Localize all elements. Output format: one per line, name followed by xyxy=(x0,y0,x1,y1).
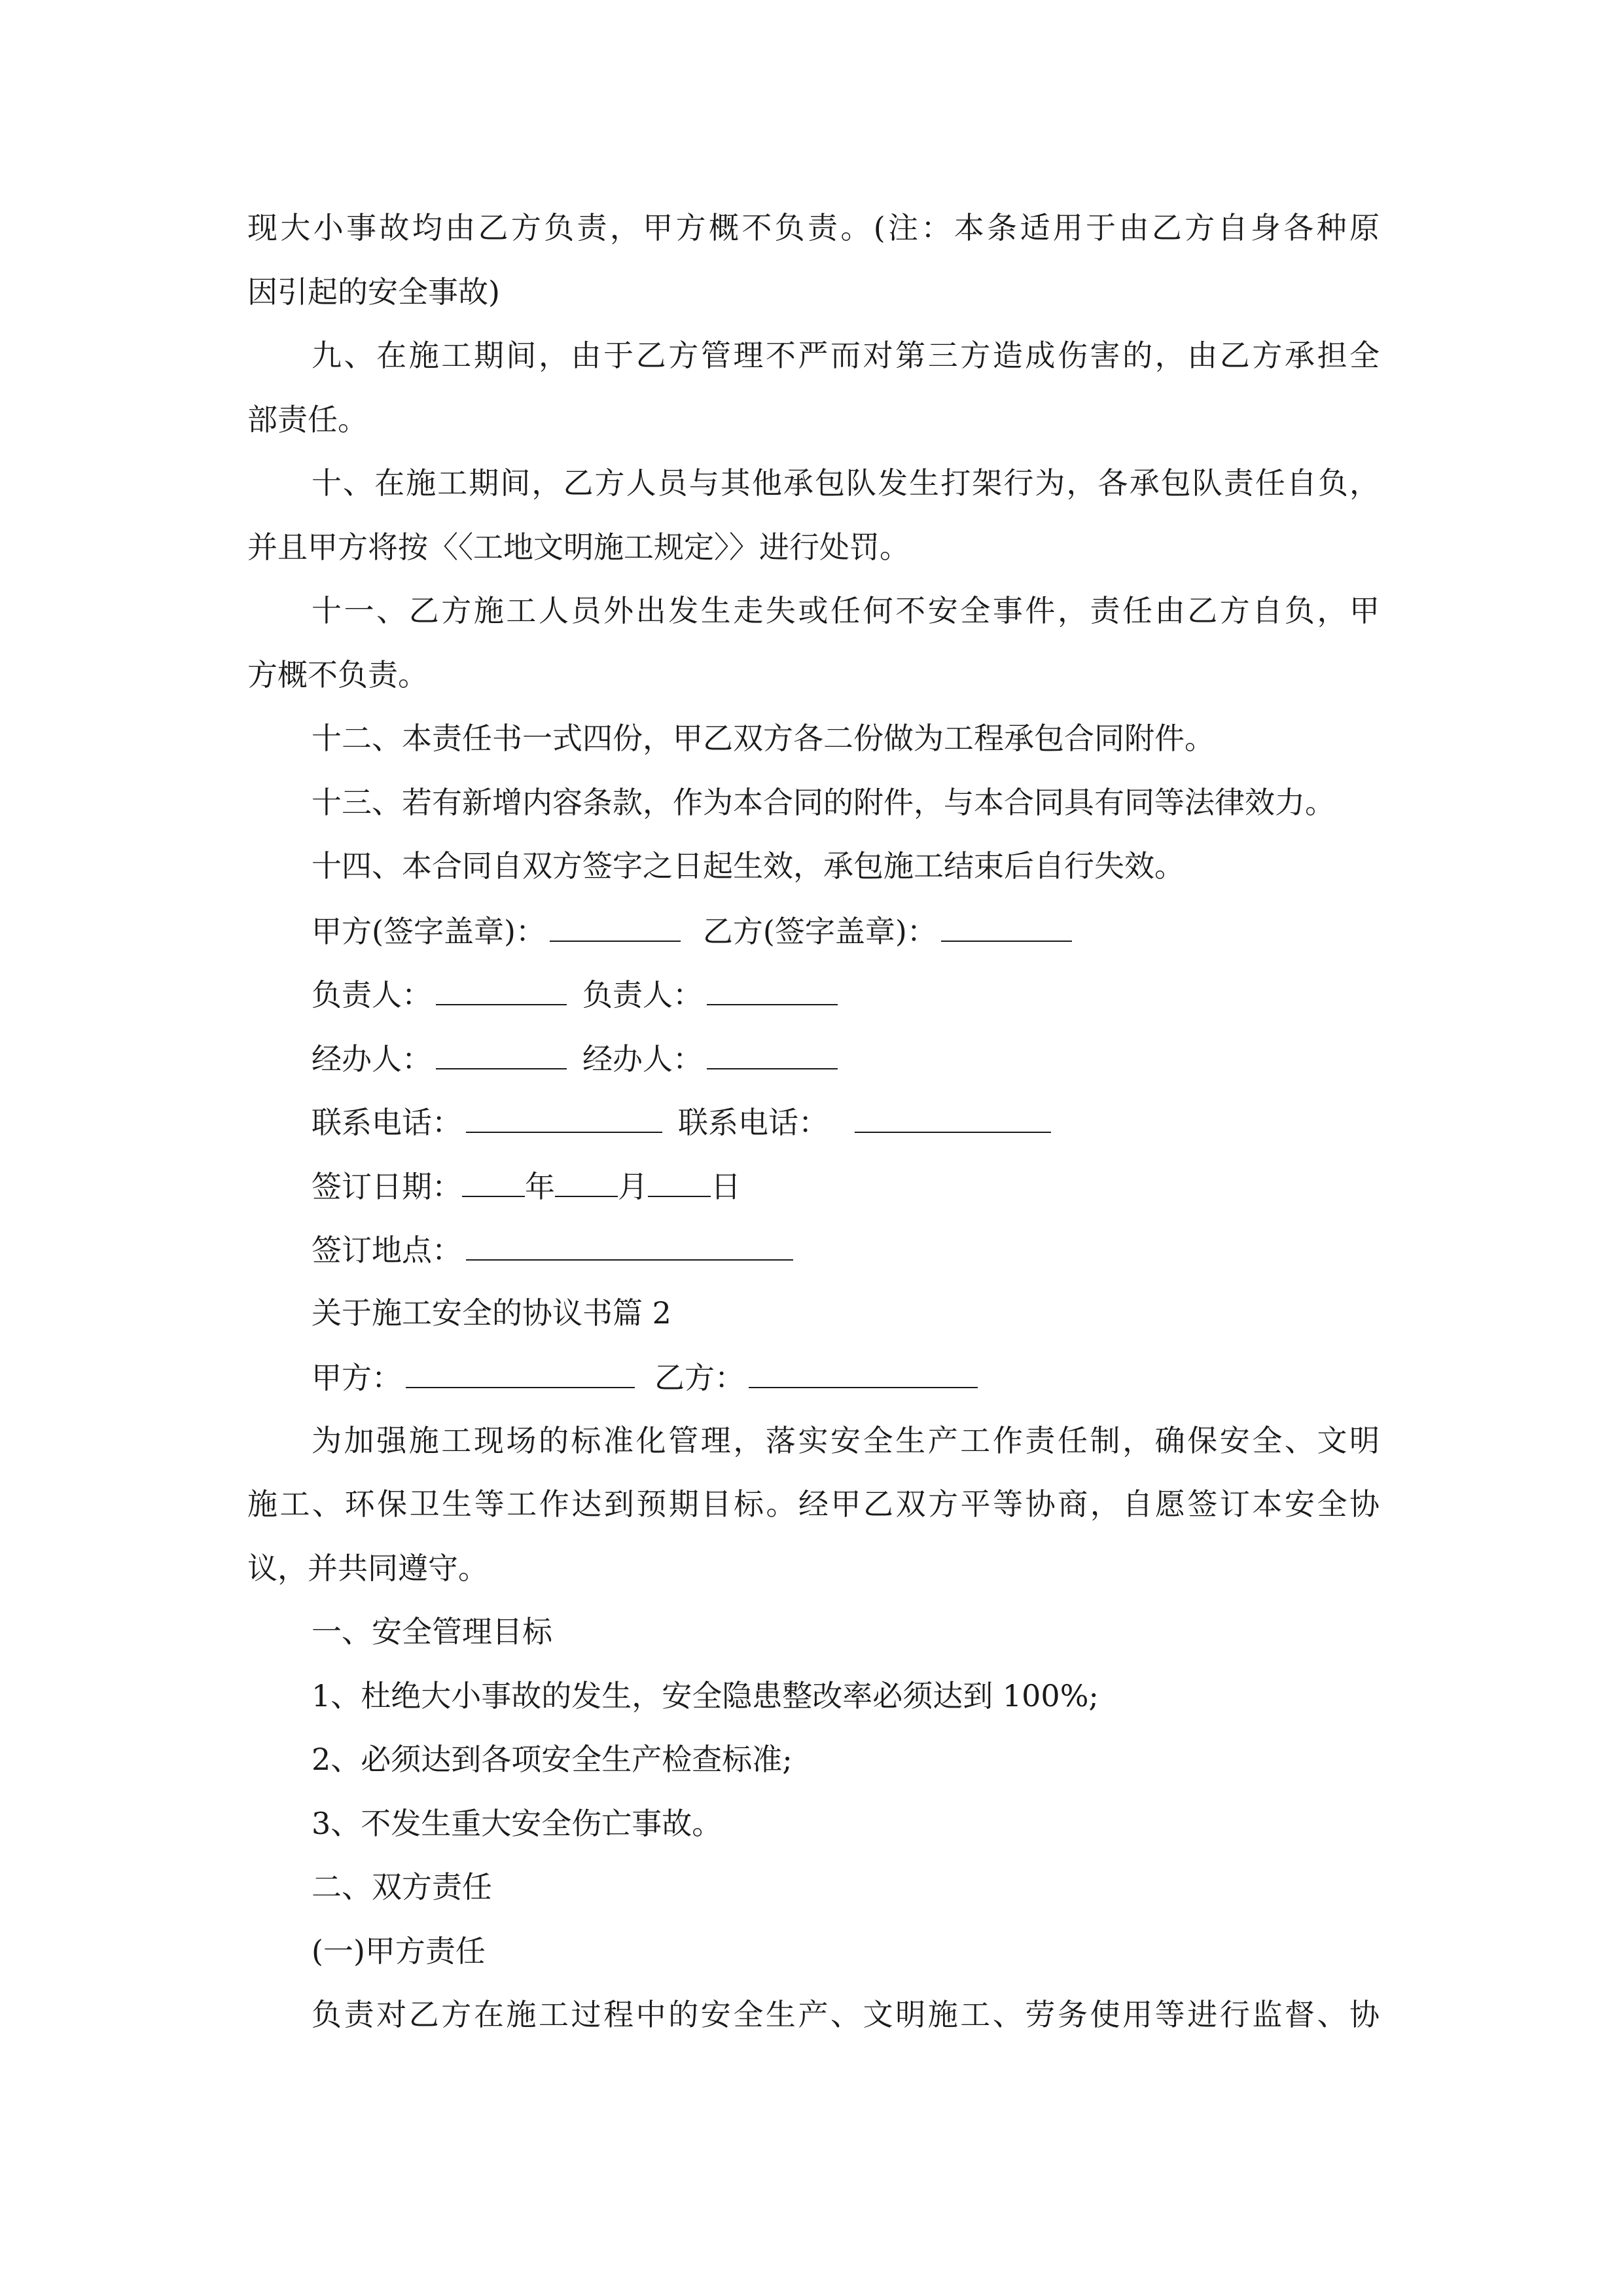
goal-item: 1、杜绝大小事故的发生，安全隐患整改率必须达到 100%; xyxy=(312,1678,1099,1713)
person-in-charge-b-label: 负责人： xyxy=(582,977,703,1013)
subheading-party-a-responsibility: (一)甲方责任 xyxy=(312,1933,486,1969)
clause-eleven: 十一、乙方施工人员外出发生走失或任何不安全事件，责任由乙方自负，甲 xyxy=(312,593,1380,628)
date-label: 签订日期： xyxy=(312,1169,462,1204)
paragraph-line: 方概不负责。 xyxy=(247,657,428,692)
phone-a-label: 联系电话： xyxy=(312,1105,462,1140)
intro-paragraph-line: 议，并共同遵守。 xyxy=(247,1551,488,1586)
clause-fourteen: 十四、本合同自双方签字之日起生效，承包施工结束后自行失效。 xyxy=(312,848,1185,884)
section-title: 关于施工安全的协议书篇 2 xyxy=(312,1295,671,1331)
heading-safety-goals: 一、安全管理目标 xyxy=(312,1614,552,1649)
phone-b-blank xyxy=(855,1102,1051,1133)
paragraph-line: 因引起的安全事故) xyxy=(247,274,500,310)
goal-item: 3、不发生重大安全伤亡事故。 xyxy=(312,1806,722,1841)
signature-row-place xyxy=(312,1229,1444,1270)
month-label: 月 xyxy=(618,1169,648,1204)
paragraph-line: 现大小事故均由乙方负责，甲方概不负责。(注：本条适用于由乙方自身各种原 xyxy=(247,210,1380,245)
section2-party-b-blank xyxy=(749,1357,978,1388)
place-blank xyxy=(466,1229,793,1261)
day-blank xyxy=(648,1166,711,1197)
clause-twelve: 十二、本责任书一式四份，甲乙双方各二份做为工程承包合同附件。 xyxy=(312,721,1215,756)
signature-row-phone xyxy=(312,1102,1444,1142)
person-in-charge-b-blank xyxy=(707,974,838,1005)
section2-party-b-label: 乙方： xyxy=(654,1360,745,1395)
handler-b-blank xyxy=(707,1038,838,1069)
clause-nine: 九、在施工期间，由于乙方管理不严而对第三方造成伤害的，由乙方承担全 xyxy=(312,338,1380,373)
handler-a-label: 经办人： xyxy=(312,1041,432,1077)
person-in-charge-a-blank xyxy=(436,974,567,1005)
person-in-charge-a-label: 负责人： xyxy=(312,977,432,1013)
clause-ten: 十、在施工期间，乙方人员与其他承包队发生打架行为，各承包队责任自负， xyxy=(312,465,1380,501)
phone-b-label: 联系电话： xyxy=(678,1105,829,1140)
phone-a-blank xyxy=(466,1102,662,1133)
paragraph-line: 并且甲方将按〈〈工地文明施工规定〉〉进行处罚。 xyxy=(247,529,910,565)
clause-thirteen: 十三、若有新增内容条款，作为本合同的附件，与本合同具有同等法律效力。 xyxy=(312,785,1335,820)
paragraph-line: 部责任。 xyxy=(247,402,368,437)
party-a-sign-label: 甲方(签字盖章)： xyxy=(312,914,546,949)
party-a-sign-blank xyxy=(550,910,681,942)
signature-row-date xyxy=(312,1166,1444,1206)
section2-party-a-blank xyxy=(406,1357,635,1388)
section2-party-a-label: 甲方： xyxy=(312,1360,402,1395)
day-label: 日 xyxy=(711,1169,741,1204)
place-label: 签订地点： xyxy=(312,1232,462,1268)
responsibility-paragraph-line: 负责对乙方在施工过程中的安全生产、文明施工、劳务使用等进行监督、协 xyxy=(312,1997,1380,2032)
signature-row-handler xyxy=(312,1038,1444,1079)
intro-paragraph-line: 施工、环保卫生等工作达到预期目标。经甲乙双方平等协商，自愿签订本安全协 xyxy=(247,1486,1380,1522)
handler-a-blank xyxy=(436,1038,567,1069)
signature-row-person-in-charge xyxy=(312,974,1444,1014)
heading-responsibilities: 二、双方责任 xyxy=(312,1869,492,1905)
goal-item: 2、必须达到各项安全生产检查标准; xyxy=(312,1742,793,1777)
party-b-sign-label: 乙方(签字盖章)： xyxy=(702,914,937,949)
signature-row-parties xyxy=(312,910,1444,951)
party-b-sign-blank xyxy=(941,910,1072,942)
handler-b-label: 经办人： xyxy=(582,1041,703,1077)
year-blank xyxy=(462,1166,525,1197)
section2-parties-row xyxy=(312,1357,1444,1397)
year-label: 年 xyxy=(525,1169,555,1204)
month-blank xyxy=(555,1166,618,1197)
intro-paragraph-line: 为加强施工现场的标准化管理，落实安全生产工作责任制，确保安全、文明 xyxy=(312,1423,1380,1458)
